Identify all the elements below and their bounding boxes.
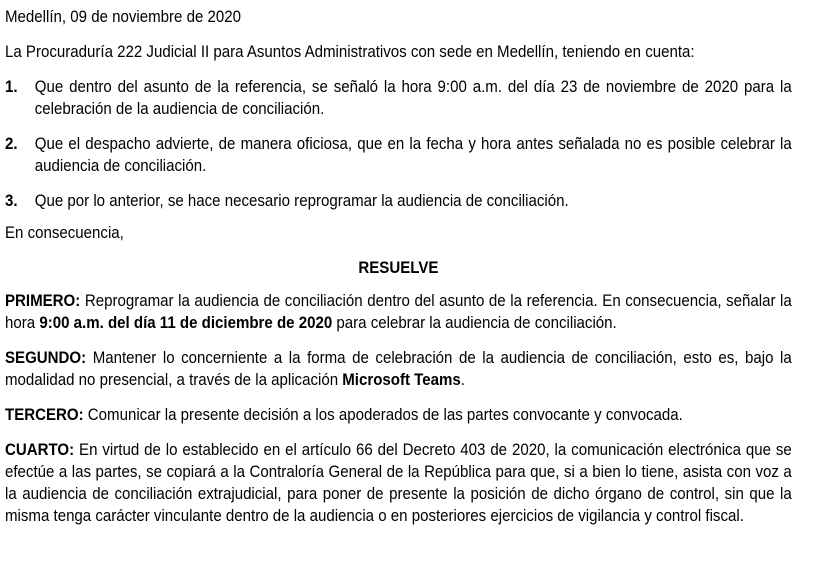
resolution-label: CUARTO:	[5, 441, 75, 459]
resolution-text: .	[460, 371, 465, 389]
consideration-item	[5, 190, 792, 212]
document-page	[5, 0, 792, 527]
resolution-text: En virtud de lo establecido en el artículo 66 del Decreto 403 de 2020, la comunicación electrónica que se efectúe a las partes, se copiará a la Contraloría General de la República para que, si a bien lo tiene, asista con voz a la audiencia de conciliación extrajudicial, para poner de presente la posición de dicho órgano de control, sin que la misma tenga carácter vinculante dentro de la audiencia o en posteriores ejercicios de vigilancia y control fiscal.	[5, 441, 792, 525]
resolution-cuarto	[5, 439, 792, 527]
consideration-number: 3.	[5, 192, 18, 210]
consideration-item	[5, 76, 792, 120]
consideration-number: 2.	[5, 135, 18, 153]
resolution-tercero	[5, 404, 792, 426]
resolution-primero	[5, 290, 792, 334]
resolution-label: PRIMERO:	[5, 292, 81, 310]
consequence-line: En consecuencia,	[5, 224, 124, 242]
consideration-text: Que por lo anterior, se hace necesario reprogramar la audiencia de conciliación.	[34, 192, 569, 210]
consideration-number: 1.	[5, 78, 18, 96]
consideration-text: Que dentro del asunto de la referencia, se señaló la hora 9:00 a.m. del día 23 de noviembre de 2020 para la celebración de la audiencia de conciliación.	[34, 78, 792, 118]
resolution-text: para celebrar la audiencia de conciliación.	[332, 314, 617, 332]
resolution-label: SEGUNDO:	[5, 349, 87, 367]
resolution-segundo	[5, 347, 792, 391]
intro-paragraph: La Procuraduría 222 Judicial II para Asuntos Administrativos con sede en Medellín, teniendo en cuenta:	[5, 43, 695, 61]
date-line: Medellín, 09 de noviembre de 2020	[5, 8, 242, 26]
resolution-label: TERCERO:	[5, 406, 84, 424]
resolution-emphasis: 9:00 a.m. del día 11 de diciembre de 2020	[39, 314, 333, 332]
resolution-text: Reprogramar la audiencia de conciliación dentro del asunto de la referencia. En consecuencia, señalar la hora	[5, 292, 792, 332]
resolve-heading: RESUELVE	[358, 259, 439, 277]
resolution-emphasis: Microsoft Teams	[342, 371, 461, 389]
consideration-item	[5, 133, 792, 177]
consideration-text: Que el despacho advierte, de manera oficiosa, que en la fecha y hora antes señalada no es posible celebrar la audiencia de conciliación.	[34, 135, 792, 175]
resolution-text: Mantener lo concerniente a la forma de celebración de la audiencia de conciliación, esto es, bajo la modalidad no presencial, a través de la aplicación	[5, 349, 792, 389]
resolution-text: Comunicar la presente decisión a los apoderados de las partes convocante y convocada.	[83, 406, 683, 424]
